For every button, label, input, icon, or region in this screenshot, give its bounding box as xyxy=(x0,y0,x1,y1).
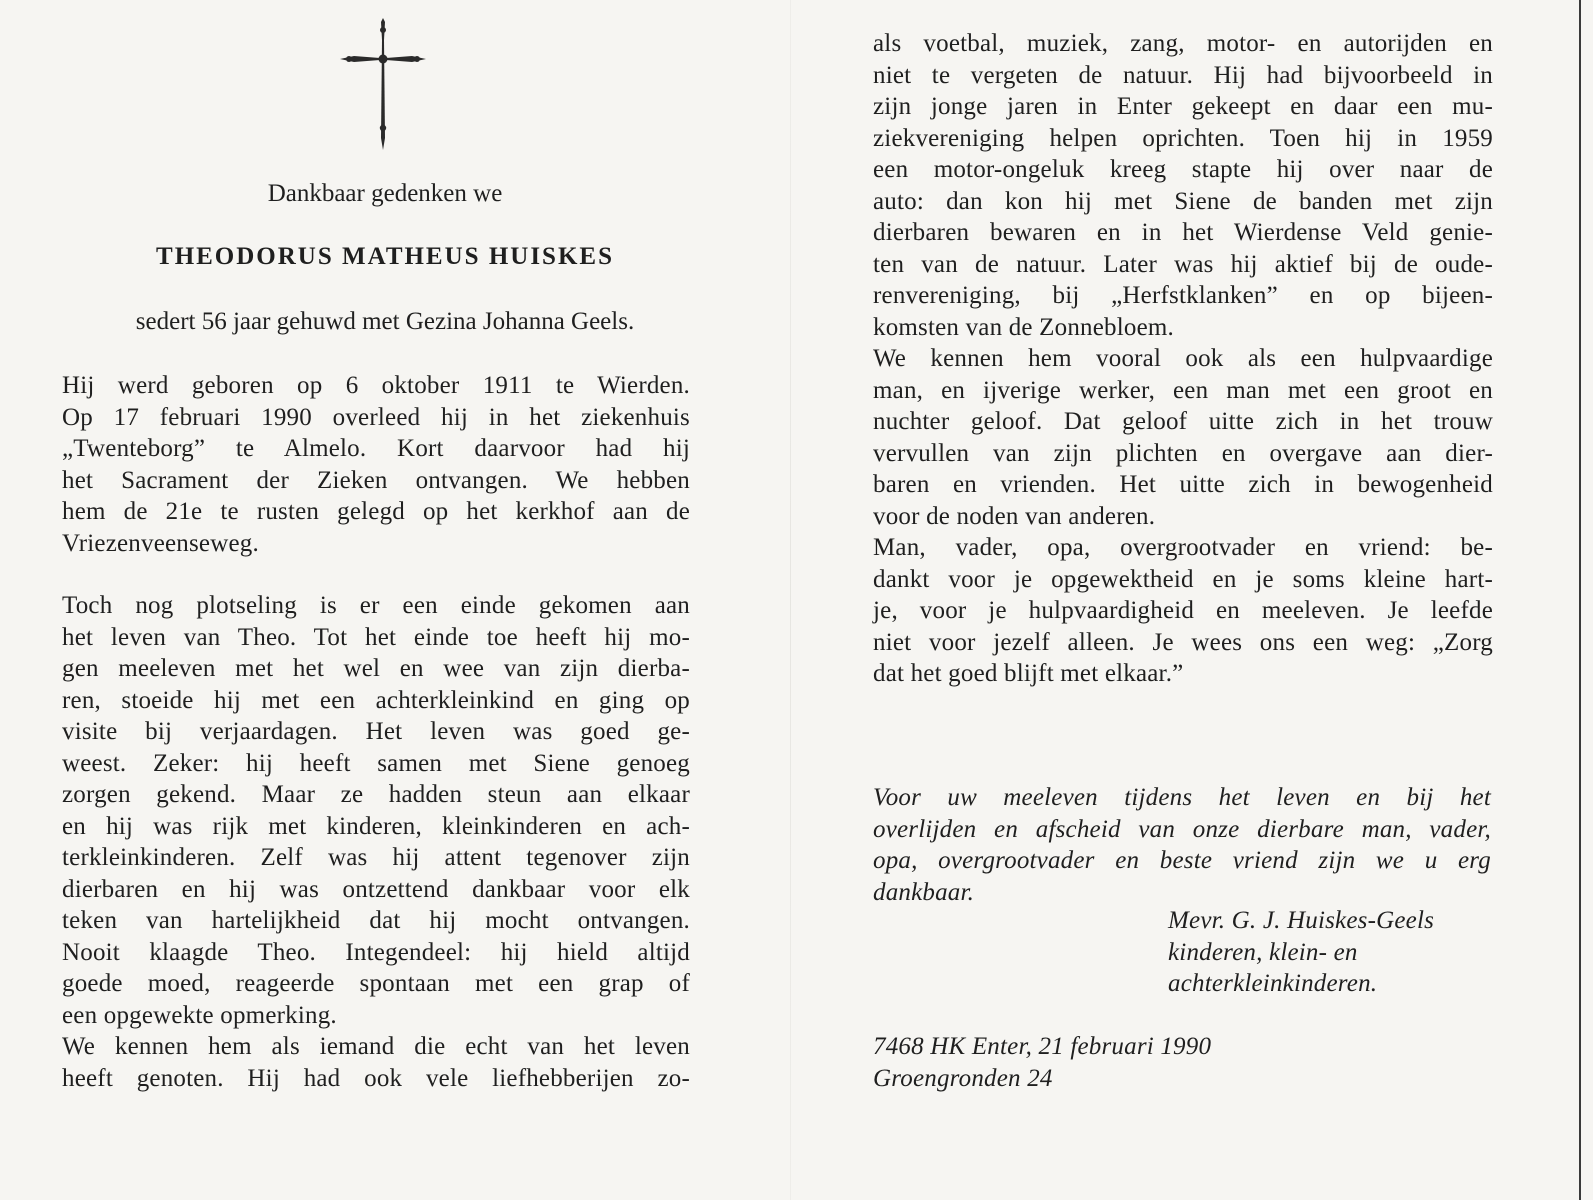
text-line: Hij werd geboren op 6 oktober 1911 te Wierden. xyxy=(62,372,690,399)
signature-line: achterkleinkinderen. xyxy=(1168,970,1378,997)
text-line: een motor-ongeluk kreeg stapte hij over naar de xyxy=(873,156,1493,183)
text-line: opa, overgrootvader en beste vriend zijn we u erg xyxy=(873,847,1491,874)
text-line: het Sacrament der Zieken ontvangen. We hebben xyxy=(62,466,690,494)
text-line: Toch nog plotseling is er een einde gekomen aan xyxy=(62,592,690,619)
text-line: overlijden en afscheid van onze dierbare man, vader, xyxy=(873,815,1491,843)
text-line: dankbaar. xyxy=(873,878,975,906)
text-line: komsten van de Zonnebloem. xyxy=(873,313,1174,341)
text-line: We kennen hem als iemand die echt van het leven xyxy=(62,1033,690,1060)
text-line: teken van hartelijkheid dat hij mocht ontvangen. xyxy=(62,907,690,934)
text-line: hem de 21e te rusten gelegd op het kerkhof aan de xyxy=(62,498,690,525)
text-line: vervullen van zijn plichten en overgave aan dier- xyxy=(873,439,1493,467)
text-line: als voetbal, muziek, zang, motor- en autorijden en xyxy=(873,30,1493,57)
card-edge xyxy=(1579,0,1581,1200)
text-line: heeft genoten. Hij had ook vele liefhebberijen zo- xyxy=(62,1064,690,1092)
text-line: terkleinkinderen. Zelf was hij attent tegenover zijn xyxy=(62,844,690,871)
text-line: ren, stoeide hij met een achterkleinkind en ging op xyxy=(62,686,690,714)
text-line: visite bij verjaardagen. Het leven was goed ge- xyxy=(62,718,690,745)
signature-line: Mevr. G. J. Huiskes-Geels xyxy=(1168,907,1435,934)
text-line: „Twenteborg” te Almelo. Kort daarvoor had hij xyxy=(62,435,690,462)
text-line: Op 17 februari 1990 overleed hij in het ziekenhuis xyxy=(62,403,690,431)
text-line: dankt voor je opgewektheid en je soms kleine hart- xyxy=(873,565,1493,593)
marriage-text: sedert 56 jaar gehuwd met Gezina Johanna Geels. xyxy=(135,308,635,335)
text-line: goede moed, reageerde spontaan met een grap of xyxy=(62,970,690,997)
signature-block xyxy=(1168,905,1498,1000)
right-paragraph-1 xyxy=(873,28,1493,690)
signature-line: kinderen, klein- en xyxy=(1168,938,1358,966)
address-line: 7468 HK Enter, 21 februari 1990 xyxy=(873,1033,1212,1060)
deceased-name: THEODORUS MATHEUS HUISKES xyxy=(156,243,614,270)
text-line: niet te vergeten de natuur. Hij had bijvoorbeeld in xyxy=(873,61,1493,89)
text-line: nuchter geloof. Dat geloof uitte zich in het trouw xyxy=(873,408,1493,435)
cross-icon xyxy=(340,18,426,150)
text-line: het leven van Theo. Tot het einde toe heeft hij mo- xyxy=(62,623,690,651)
text-line: een opgewekte opmerking. xyxy=(62,1001,337,1029)
thanks-paragraph xyxy=(873,782,1491,908)
text-line: dierbaren bewaren en in het Wierdense Veld genie- xyxy=(873,219,1493,246)
text-line: renvereniging, bij „Herfstklanken” en op bijeen- xyxy=(873,282,1493,309)
text-line: weest. Zeker: hij heeft samen met Siene genoeg xyxy=(62,749,690,777)
text-line: We kennen hem vooral ook als een hulpvaardige xyxy=(873,345,1493,372)
text-line: zorgen gekend. Maar ze hadden steun aan elkaar xyxy=(62,781,690,808)
card-fold xyxy=(790,0,791,1200)
text-line: niet voor jezelf alleen. Je wees ons een weg: „Zorg xyxy=(873,628,1493,656)
left-paragraph-1 xyxy=(62,370,690,559)
text-line: voor de noden van anderen. xyxy=(873,502,1156,530)
text-line: auto: dan kon hij met Siene de banden met zijn xyxy=(873,187,1493,215)
text-line: man, en ijverige werker, een man met een groot en xyxy=(873,376,1493,404)
text-line: dierbaren en hij was ontzettend dankbaar voor elk xyxy=(62,875,690,903)
text-line: Vriezenveenseweg. xyxy=(62,529,259,557)
text-line: dat het goed blijft met elkaar.” xyxy=(873,660,1184,687)
address-block xyxy=(873,1031,1373,1094)
address-line: Groengronden 24 xyxy=(873,1064,1053,1092)
text-line: ziekvereniging helpen oprichten. Toen hij in 1959 xyxy=(873,124,1493,152)
text-line: je, voor je hulpvaardigheid en meeleven. Je leefde xyxy=(873,597,1493,624)
text-line: ten van de natuur. Later was hij aktief bij de oude- xyxy=(873,250,1493,278)
intro-text: Dankbaar gedenken we xyxy=(267,180,503,207)
text-line: Man, vader, opa, overgrootvader en vriend: be- xyxy=(873,534,1493,561)
text-line: en hij was rijk met kinderen, kleinkinderen en ach- xyxy=(62,812,690,840)
left-paragraph-2 xyxy=(62,590,690,1094)
text-line: Nooit klaagde Theo. Integendeel: hij hield altijd xyxy=(62,938,690,966)
text-line: baren en vrienden. Het uitte zich in bewogenheid xyxy=(873,471,1493,498)
text-line: zijn jonge jaren in Enter gekeept en daar een mu- xyxy=(873,93,1493,120)
text-line: gen meeleven met het wel en wee van zijn dierba- xyxy=(62,655,690,682)
text-line: Voor uw meeleven tijdens het leven en bij het xyxy=(873,784,1491,811)
